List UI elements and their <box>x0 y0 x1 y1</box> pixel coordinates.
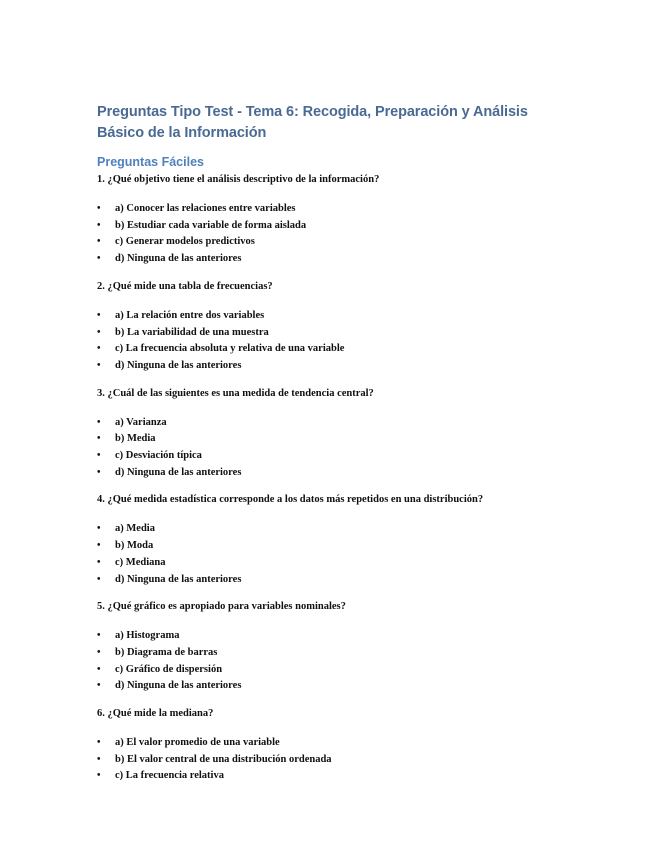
options-list <box>97 201 567 268</box>
bullet-icon: • <box>97 326 101 338</box>
bullet-icon: • <box>97 433 101 445</box>
option-c <box>97 768 567 785</box>
option-text: c) Gráfico de dispersión <box>115 663 223 675</box>
option-text: c) Mediana <box>115 556 166 568</box>
options-list <box>97 308 567 375</box>
option-b <box>97 431 567 448</box>
bullet-icon: • <box>97 680 101 692</box>
question-text: 3. ¿Cuál de las siguientes es una medida de tendencia central? <box>97 387 374 399</box>
option-text: a) El valor promedio de una variable <box>115 737 280 749</box>
option-text: c) La frecuencia absoluta y relativa de una variable <box>115 343 345 355</box>
bullet-icon: • <box>97 753 101 765</box>
question-1 <box>97 173 567 268</box>
question-text: 5. ¿Qué gráfico es apropiado para variables nominales? <box>97 601 346 613</box>
options-list <box>97 415 567 482</box>
option-c <box>97 662 567 679</box>
question-text: 1. ¿Qué objetivo tiene el análisis descriptivo de la información? <box>97 174 380 185</box>
bullet-icon: • <box>97 450 101 462</box>
option-b <box>97 218 567 235</box>
bullet-icon: • <box>97 253 101 265</box>
option-c <box>97 234 567 251</box>
options-list <box>97 521 567 588</box>
option-a <box>97 201 567 218</box>
question-2 <box>97 280 567 375</box>
bullet-icon: • <box>97 573 101 585</box>
option-b <box>97 325 567 342</box>
option-c <box>97 555 567 572</box>
option-text: b) Moda <box>115 540 154 552</box>
option-text: a) Varianza <box>115 416 167 428</box>
option-a <box>97 735 567 752</box>
option-text: b) Diagrama de barras <box>115 646 218 658</box>
option-text: d) Ninguna de las anteriores <box>115 466 242 478</box>
question-text: 4. ¿Qué medida estadística corresponde a los datos más repetidos en una distribución? <box>97 494 484 506</box>
question-6 <box>97 707 567 785</box>
bullet-icon: • <box>97 466 101 478</box>
option-d <box>97 465 567 482</box>
option-text: c) Desviación típica <box>115 450 202 462</box>
question-text: 6. ¿Qué mide la mediana? <box>97 708 214 720</box>
question-5 <box>97 600 567 695</box>
option-b <box>97 645 567 662</box>
bullet-icon: • <box>97 540 101 552</box>
option-c <box>97 341 567 358</box>
option-text: a) Conocer las relaciones entre variables <box>115 203 296 214</box>
bullet-icon: • <box>97 770 101 782</box>
bullet-icon: • <box>97 523 101 535</box>
option-text: d) Ninguna de las anteriores <box>115 359 242 371</box>
document-page <box>97 102 567 797</box>
option-d <box>97 572 567 589</box>
option-d <box>97 678 567 695</box>
question-4 <box>97 493 567 588</box>
option-text: b) Media <box>115 433 156 445</box>
document-title: Preguntas Tipo Test - Tema 6: Recogida, Preparación y Análisis Básico de la Información <box>97 104 528 141</box>
bullet-icon: • <box>97 343 101 355</box>
option-c <box>97 448 567 465</box>
option-text: d) Ninguna de las anteriores <box>115 680 242 692</box>
option-text: d) Ninguna de las anteriores <box>115 253 242 265</box>
options-list <box>97 735 567 785</box>
bullet-icon: • <box>97 737 101 749</box>
option-b <box>97 752 567 769</box>
option-text: b) El valor central de una distribución ordenada <box>115 753 332 765</box>
option-d <box>97 358 567 375</box>
option-a <box>97 415 567 432</box>
bullet-icon: • <box>97 630 101 642</box>
option-a <box>97 308 567 325</box>
option-text: c) La frecuencia relativa <box>115 770 224 782</box>
option-b <box>97 538 567 555</box>
option-a <box>97 521 567 538</box>
option-text: a) Media <box>115 523 155 535</box>
bullet-icon: • <box>97 556 101 568</box>
option-text: d) Ninguna de las anteriores <box>115 573 242 585</box>
section-title: Preguntas Fáciles <box>97 155 204 169</box>
options-list <box>97 628 567 695</box>
bullet-icon: • <box>97 309 101 321</box>
option-text: b) La variabilidad de una muestra <box>115 326 269 338</box>
option-d <box>97 251 567 268</box>
bullet-icon: • <box>97 359 101 371</box>
question-3 <box>97 387 567 482</box>
bullet-icon: • <box>97 203 101 214</box>
bullet-icon: • <box>97 236 101 248</box>
option-text: a) La relación entre dos variables <box>115 309 265 321</box>
option-text: c) Generar modelos predictivos <box>115 236 255 248</box>
bullet-icon: • <box>97 416 101 428</box>
question-text: 2. ¿Qué mide una tabla de frecuencias? <box>97 280 273 292</box>
bullet-icon: • <box>97 646 101 658</box>
option-text: b) Estudiar cada variable de forma aislada <box>115 219 307 231</box>
bullet-icon: • <box>97 663 101 675</box>
option-text: a) Histograma <box>115 630 180 642</box>
option-a <box>97 628 567 645</box>
bullet-icon: • <box>97 219 101 231</box>
